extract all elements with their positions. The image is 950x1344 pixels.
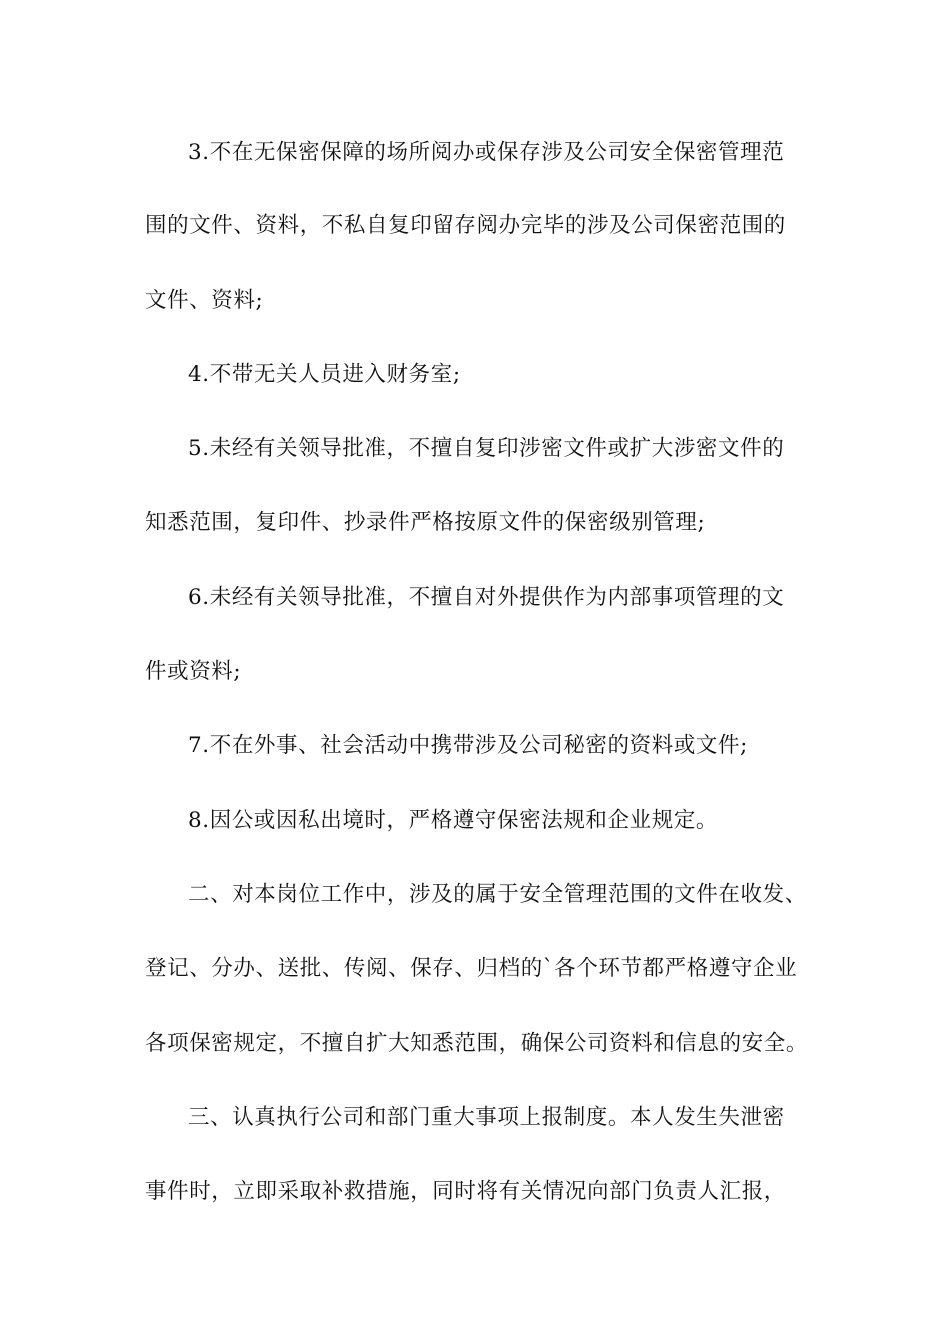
text-line: 文件、资料; xyxy=(145,288,264,313)
text-line: 5.未经有关领导批准，不擅自复印涉密文件或扩大涉密文件的 xyxy=(188,436,785,461)
text-line: 知悉范围，复印件、抄录件严格按原文件的保密级别管理; xyxy=(145,510,706,535)
text-line: 各项保密规定，不擅自扩大知悉范围，确保公司资料和信息的安全。 xyxy=(145,1031,809,1056)
text-line: 事件时，立即采取补救措施，同时将有关情况向部门负责人汇报， xyxy=(145,1179,786,1204)
text-line: 二、对本岗位工作中，涉及的属于安全管理范围的文件在收发、 xyxy=(188,882,807,907)
text-line: 8.因公或因私出境时，严格遵守保密法规和企业规定。 xyxy=(188,808,719,833)
text-line: 3.不在无保密保障的场所阅办或保存涉及公司安全保密管理范 xyxy=(188,140,785,165)
text-line: 4.不带无关人员进入财务室; xyxy=(188,362,461,387)
text-line: 7.不在外事、社会活动中携带涉及公司秘密的资料或文件; xyxy=(188,733,748,758)
text-line: 6.未经有关领导批准，不擅自对外提供作为内部事项管理的文 xyxy=(188,585,785,610)
text-line: 围的文件、资料，不私自复印留存阅办完毕的涉及公司保密范围的 xyxy=(145,213,786,238)
text-line: 三、认真执行公司和部门重大事项上报制度。本人发生失泄密 xyxy=(188,1105,785,1130)
text-line: 登记、分办、送批、传阅、保存、归档的`各个环节都严格遵守企业 xyxy=(145,956,798,981)
text-line: 件或资料; xyxy=(145,659,242,684)
